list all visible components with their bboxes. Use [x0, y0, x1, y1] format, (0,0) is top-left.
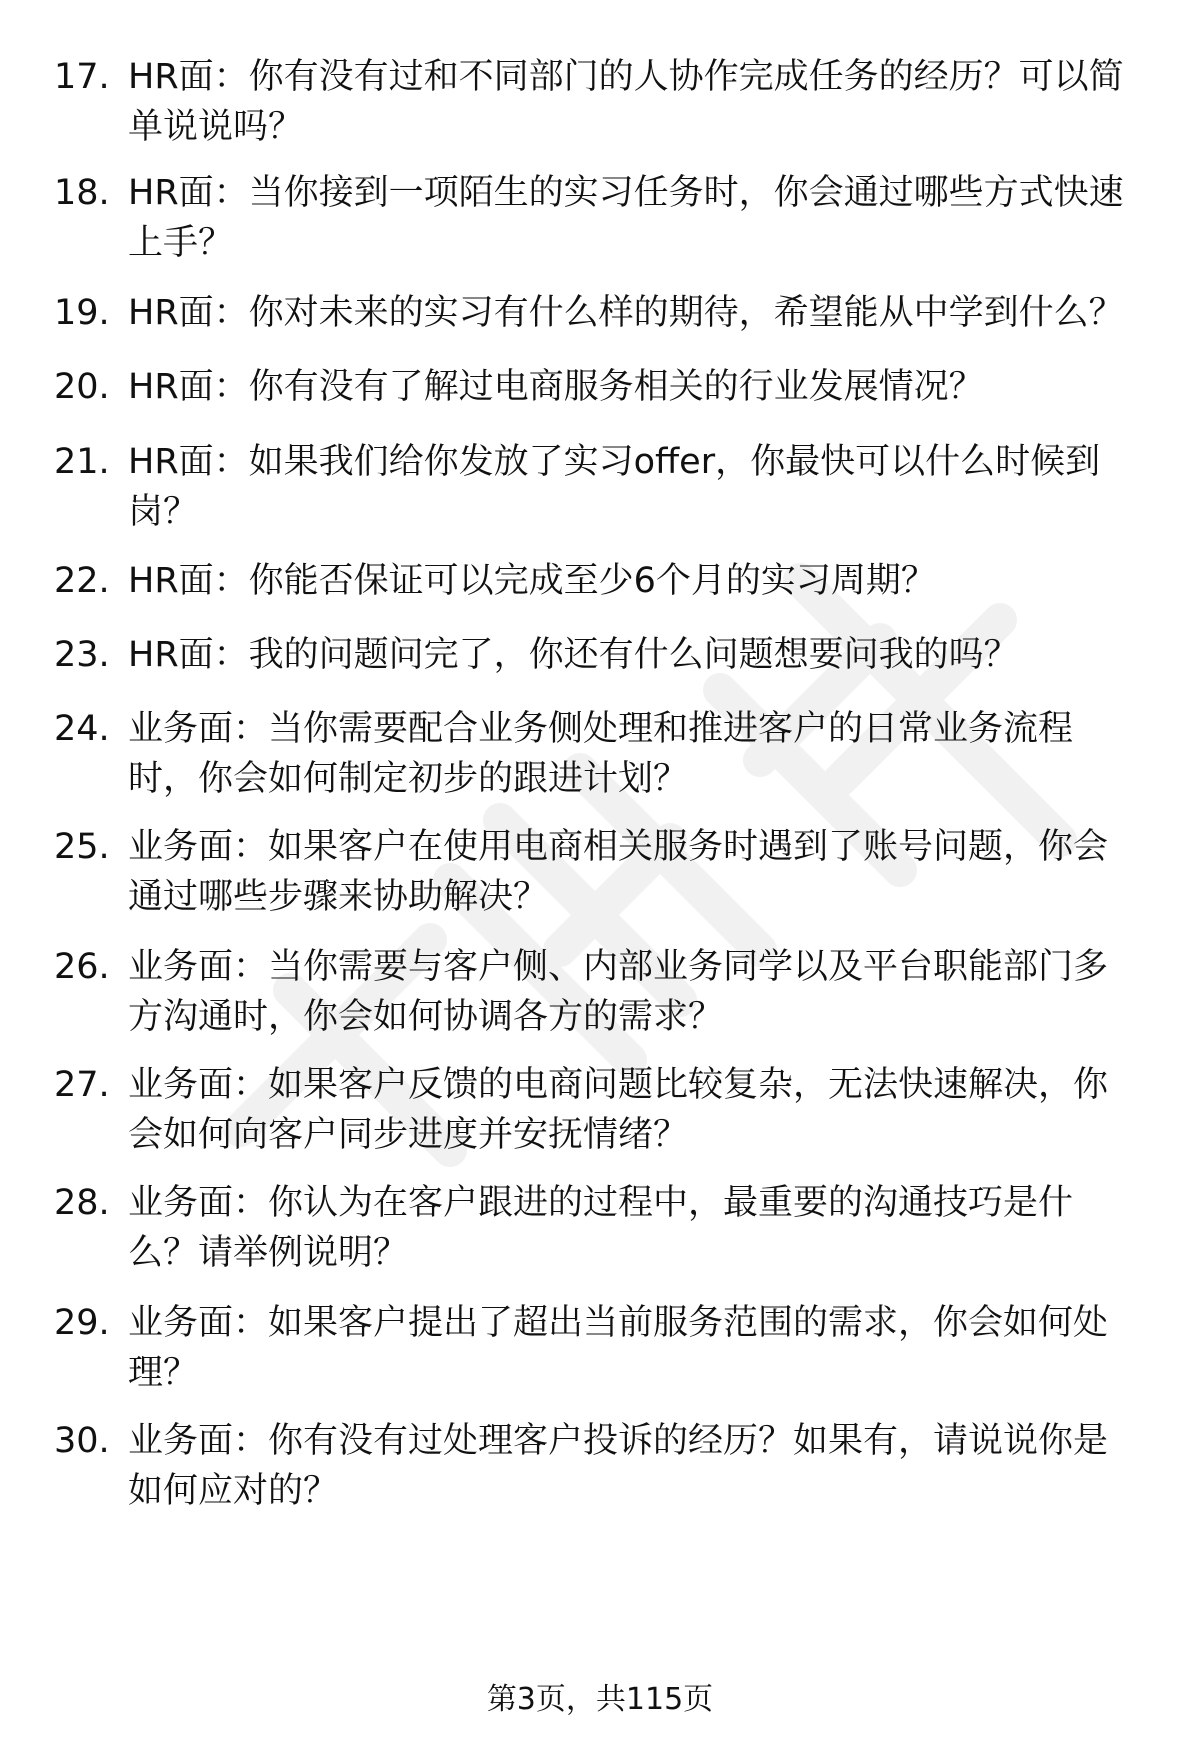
- question-text: HR面：如果我们给你发放了实习offer，你最快可以什么时候到岗？: [128, 442, 1101, 532]
- question-text: 业务面：如果客户在使用电商相关服务时遇到了账号问题，你会通过哪些步骤来协助解决？: [128, 827, 1109, 917]
- question-text: HR面：当你接到一项陌生的实习任务时，你会通过哪些方式快速上手？: [128, 173, 1124, 263]
- question-text: 业务面：你认为在客户跟进的过程中，最重要的沟通技巧是什么？请举例说明？: [128, 1183, 1074, 1273]
- question-number: 19.: [54, 293, 110, 333]
- question-number: 27.: [54, 1065, 110, 1105]
- question-text: HR面：你对未来的实习有什么样的期待，希望能从中学到什么？: [128, 293, 1124, 333]
- question-text: HR面：你有没有过和不同部门的人协作完成任务的经历？可以简单说说吗？: [128, 57, 1124, 147]
- question-text: 业务面：如果客户提出了超出当前服务范围的需求，你会如何处理？: [128, 1303, 1109, 1393]
- question-number: 28.: [54, 1183, 110, 1223]
- question-text: HR面：你有没有了解过电商服务相关的行业发展情况？: [128, 367, 984, 407]
- page-footer: 第3页，共115页: [486, 1682, 714, 1717]
- question-number: 18.: [54, 173, 110, 213]
- question-number: 20.: [54, 367, 110, 407]
- question-text: HR面：我的问题问完了，你还有什么问题想要问我的吗？: [128, 635, 1019, 675]
- question-number: 22.: [54, 561, 110, 601]
- question-text: 业务面：当你需要与客户侧、内部业务同学以及平台职能部门多方沟通时，你会如何协调各方的需求？: [128, 947, 1109, 1037]
- question-number: 24.: [54, 709, 110, 749]
- question-text: HR面：你能否保证可以完成至少6个月的实习周期？: [128, 561, 936, 601]
- question-number: 29.: [54, 1303, 110, 1343]
- question-number: 30.: [54, 1421, 110, 1461]
- question-number: 21.: [54, 442, 110, 482]
- question-text: 业务面：如果客户反馈的电商问题比较复杂，无法快速解决，你会如何向客户同步进度并安抚情绪？: [128, 1065, 1109, 1155]
- question-text: 业务面：你有没有过处理客户投诉的经历？如果有，请说说你是如何应对的？: [128, 1421, 1109, 1511]
- question-number: 17.: [54, 57, 110, 97]
- question-number: 25.: [54, 827, 110, 867]
- question-text: 业务面：当你需要配合业务侧处理和推进客户的日常业务流程时，你会如何制定初步的跟进计划？: [128, 709, 1074, 799]
- question-number: 23.: [54, 635, 110, 675]
- question-number: 26.: [54, 947, 110, 987]
